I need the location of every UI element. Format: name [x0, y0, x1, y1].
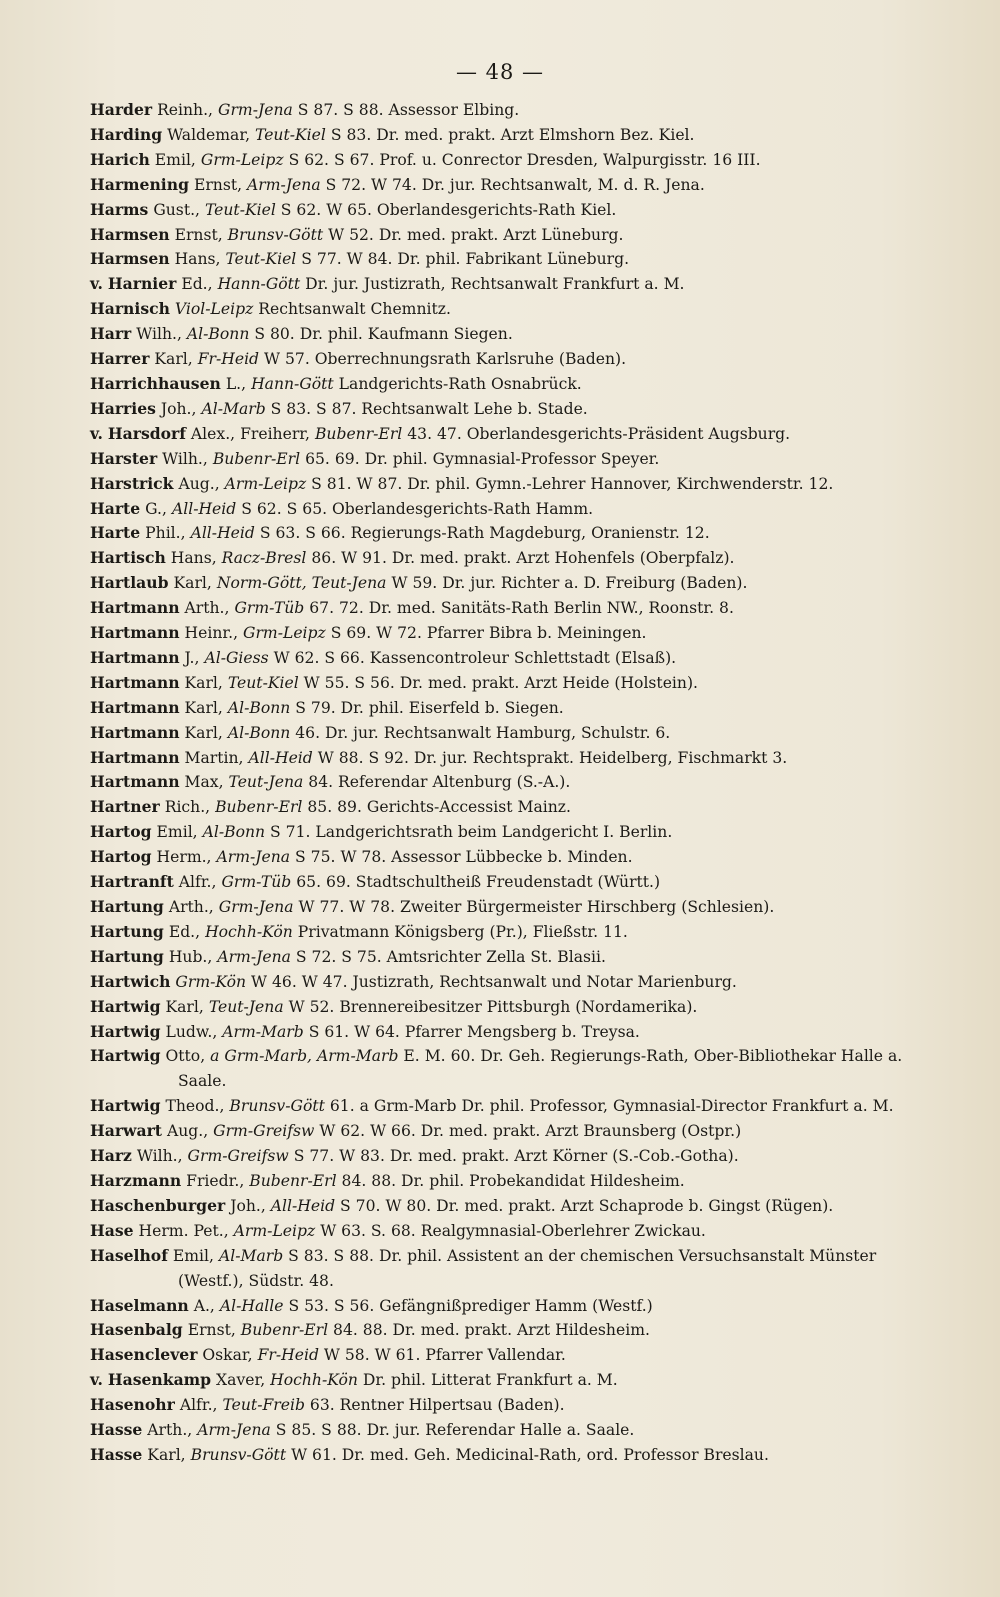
entry-given-name: Arth.,	[168, 898, 214, 916]
entry-surname: Harmsen	[90, 249, 170, 269]
entry-details: 85. 89. Gerichts-Accessist Mainz.	[307, 798, 571, 817]
entry-corps: Al-Bonn	[202, 823, 266, 842]
directory-entry	[90, 1443, 940, 1468]
directory-entry	[90, 521, 940, 546]
entry-given-name: Ed.,	[181, 275, 213, 294]
directory-entry	[90, 770, 940, 795]
entry-corps: Hann-Gött	[251, 374, 334, 393]
entry-surname: Hartlaub	[90, 573, 169, 593]
entry-corps: Brunsv-Gött	[229, 1097, 325, 1116]
entry-corps: All-Heid	[270, 1196, 336, 1215]
entry-details: 63. Rentner Hilpertsau (Baden).	[309, 1396, 565, 1415]
entry-corps: Grm-Jena	[218, 898, 294, 916]
entry-surname: Hasenkamp	[107, 1370, 212, 1390]
entry-corps: Arm-Leipz	[224, 474, 307, 493]
entry-given-name: Aug.,	[166, 1122, 209, 1141]
directory-entry	[90, 1144, 940, 1169]
directory-entry	[90, 223, 940, 248]
directory-entry	[90, 1294, 940, 1319]
entry-given-name: Herm. Pet.,	[138, 1221, 229, 1240]
entry-details: E. M. 60. Dr. Geh. Regierungs-Rath, Ober-Bibliothekar Halle a. Saale.	[178, 1047, 903, 1091]
entry-details: S 85. S 88. Dr. jur. Referendar Halle a. Saale.	[275, 1421, 635, 1440]
directory-entry	[90, 1094, 940, 1119]
entry-prefix: v.	[90, 274, 103, 294]
directory-entry	[90, 347, 940, 372]
entry-details: S 69. W 72. Pfarrer Bibra b. Meiningen.	[330, 624, 647, 643]
entry-corps: Racz-Bresl	[221, 549, 307, 568]
entry-surname: Harte	[90, 498, 141, 518]
entry-details: S 83. Dr. med. prakt. Arzt Elmshorn Bez. Kiel.	[330, 125, 695, 144]
entry-given-name: Alfr.,	[179, 1396, 218, 1415]
entry-corps: Bubenr-Erl	[240, 1321, 329, 1340]
entry-surname: Harnisch	[90, 299, 170, 319]
entry-details: 67. 72. Dr. med. Sanitäts-Rath Berlin NW., Roonstr. 8.	[309, 599, 734, 618]
directory-entry	[90, 696, 940, 721]
entry-given-name: Emil,	[172, 1246, 214, 1265]
entry-corps: Teut-Kiel	[204, 200, 276, 219]
entry-details: 84. 88. Dr. phil. Probekandidat Hildesheim.	[341, 1171, 685, 1190]
entry-details: W 58. W 61. Pfarrer Vallendar.	[323, 1346, 566, 1365]
entry-surname: Hartmann	[90, 747, 180, 767]
entry-surname: Harr	[90, 324, 132, 344]
entry-given-name: Xaver,	[216, 1371, 266, 1390]
directory-entry	[90, 970, 940, 995]
entry-given-name: Karl,	[165, 997, 204, 1016]
entry-details: W 62. S 66. Kassencontroleur Schlettstadt (Elsaß).	[273, 648, 677, 667]
page-number: — 48 —	[455, 60, 545, 84]
entry-corps: Grm-Tüb	[234, 599, 305, 618]
entry-given-name: Ernst,	[193, 175, 243, 194]
entry-surname: Hartmann	[90, 772, 180, 792]
entry-given-name: Ludw.,	[165, 1022, 218, 1041]
entry-corps: a Grm-Marb, Arm-Marb	[210, 1047, 399, 1066]
entry-given-name: Herm.,	[156, 848, 212, 867]
entry-given-name: Martin,	[184, 748, 244, 767]
entry-surname: Hartmann	[90, 722, 180, 742]
entry-surname: Harstrick	[90, 473, 174, 493]
entry-surname: Hartwig	[90, 1021, 161, 1041]
entry-details: S 87. S 88. Assessor Elbing.	[297, 101, 520, 119]
entry-surname: Hartwig	[90, 996, 161, 1016]
entry-details: W 88. S 92. Dr. jur. Rechtsprakt. Heidelberg, Fischmarkt 3.	[317, 748, 788, 767]
entry-corps: Fr-Heid	[257, 1346, 319, 1365]
entry-given-name: Alfr.,	[178, 873, 217, 892]
entry-details: W 57. Oberrechnungsrath Karlsruhe (Baden).	[264, 350, 627, 369]
entry-details: 84. 88. Dr. med. prakt. Arzt Hildesheim.	[333, 1321, 650, 1340]
entry-corps: Viol-Leipz	[174, 300, 254, 319]
directory-entry	[90, 422, 940, 447]
entry-details: S 72. S 75. Amtsrichter Zella St. Blasii.	[295, 947, 606, 966]
entry-corps: Teut-Kiel	[255, 125, 326, 144]
entry-corps: Arm-Jena	[197, 1421, 271, 1440]
entry-details: S 62. W 65. Oberlandesgerichts-Rath Kiel.	[280, 200, 617, 219]
entry-details: 65. 69. Dr. phil. Gymnasial-Professor Speyer.	[305, 449, 660, 468]
entry-surname: Harrer	[90, 349, 150, 369]
entry-details: Dr. phil. Litterat Frankfurt a. M.	[362, 1371, 618, 1390]
directory-entry	[90, 895, 940, 920]
entry-corps: Teut-Kiel	[225, 250, 297, 269]
entry-details: S 72. W 74. Dr. jur. Rechtsanwalt, M. d. R. Jena.	[325, 175, 705, 194]
entry-given-name: Joh.,	[230, 1196, 266, 1215]
entry-surname: Hartung	[90, 921, 164, 941]
entry-surname: Hartung	[90, 946, 164, 966]
entry-details: Landgerichts-Rath Osnabrück.	[338, 374, 582, 393]
entry-given-name: Hans,	[174, 250, 221, 269]
entry-details: 65. 69. Stadtschultheiß Freudenstadt (Württ.)	[296, 873, 661, 892]
entry-details: S 80. Dr. phil. Kaufmann Siegen.	[254, 325, 513, 344]
entry-corps: All-Heid	[171, 499, 237, 518]
entry-surname: Hasse	[90, 1420, 143, 1440]
entry-given-name: Max,	[184, 773, 224, 792]
directory-entry	[90, 1169, 940, 1194]
entry-details: Privatmann Königsberg (Pr.), Fließstr. 11.	[297, 922, 628, 941]
entry-given-name: Wilh.,	[136, 1147, 183, 1166]
entry-prefix: v.	[90, 1370, 103, 1390]
entry-corps: Bubenr-Erl	[249, 1171, 337, 1190]
entry-given-name: Heinr.,	[184, 624, 239, 643]
entry-corps: Teut-Kiel	[227, 673, 299, 692]
entry-corps: Bubenr-Erl	[215, 798, 303, 817]
entry-details: 46. Dr. jur. Rechtsanwalt Hamburg, Schulstr. 6.	[295, 723, 671, 742]
entry-details: Rechtsanwalt Chemnitz.	[258, 300, 451, 319]
entry-given-name: Friedr.,	[186, 1171, 245, 1190]
entry-surname: Harsdorf	[107, 423, 186, 443]
entry-corps: Grm-Leipz	[200, 150, 284, 169]
directory-entry	[90, 870, 940, 895]
entry-given-name: Waldemar,	[167, 125, 251, 144]
entry-details: 84. Referendar Altenburg (S.-A.).	[308, 773, 571, 792]
entry-given-name: Arth.,	[147, 1421, 193, 1440]
entry-surname: Hartwig	[90, 1046, 161, 1066]
entry-corps: Grm-Greifsw	[187, 1147, 289, 1166]
entry-surname: Hartmann	[90, 697, 180, 717]
entry-corps: Teut-Jena	[208, 997, 284, 1016]
entry-given-name: Phil.,	[145, 524, 186, 543]
entry-given-name: L.,	[225, 374, 247, 393]
entry-surname: Hartwig	[90, 1096, 161, 1116]
entry-surname: Haschenburger	[90, 1195, 226, 1215]
entry-given-name: Rich.,	[164, 798, 211, 817]
entry-surname: Harz	[90, 1146, 132, 1166]
entry-corps: Grm-Tüb	[221, 873, 292, 892]
entry-surname: Hartisch	[90, 548, 166, 568]
entry-given-name: Wilh.,	[136, 325, 182, 344]
entry-corps: Arm-Leipz	[233, 1221, 316, 1240]
directory-entry	[90, 546, 940, 571]
entry-corps: Al-Bonn	[227, 723, 291, 742]
entry-surname: Harmening	[90, 174, 189, 194]
entry-corps: Fr-Heid	[197, 350, 260, 369]
entry-list	[90, 98, 940, 1468]
entry-details: S 83. S 87. Rechtsanwalt Lehe b. Stade.	[270, 399, 588, 418]
entry-given-name: Karl,	[184, 698, 223, 717]
entry-corps: Arm-Jena	[247, 175, 321, 194]
directory-entry	[90, 671, 940, 696]
entry-surname: Harwart	[90, 1121, 162, 1141]
entry-details: W 46. W 47. Justizrath, Rechtsanwalt und Notar Marienburg.	[251, 972, 737, 991]
entry-given-name: Theod.,	[165, 1097, 225, 1116]
directory-entry	[90, 795, 940, 820]
entry-given-name: Karl,	[173, 574, 212, 593]
directory-entry	[90, 98, 940, 123]
entry-surname: Harzmann	[90, 1170, 182, 1190]
entry-surname: Harding	[90, 124, 163, 144]
directory-entry	[90, 123, 940, 148]
directory-entry	[90, 1219, 940, 1244]
directory-entry	[90, 472, 940, 497]
entry-corps: Al-Bonn	[227, 698, 291, 717]
entry-details: W 63. S. 68. Realgymnasial-Oberlehrer Zwickau.	[320, 1221, 706, 1240]
directory-entry	[90, 397, 940, 422]
entry-details: W 77. W 78. Zweiter Bürgermeister Hirschberg (Schlesien).	[298, 898, 775, 916]
entry-surname: Hase	[90, 1220, 134, 1240]
directory-entry	[90, 447, 940, 472]
directory-entry	[90, 1020, 940, 1045]
entry-given-name: G.,	[145, 499, 167, 518]
entry-corps: Arm-Marb	[222, 1022, 304, 1041]
entry-corps: Arm-Jena	[217, 947, 291, 966]
entry-surname: Harrichhausen	[90, 373, 221, 393]
entry-details: S 62. S 67. Prof. u. Conrector Dresden, Walpurgisstr. 16 III.	[288, 150, 761, 169]
directory-entry	[90, 721, 940, 746]
entry-corps: Grm-Kön	[175, 972, 247, 991]
entry-given-name: Joh.,	[160, 399, 197, 418]
entry-details: W 62. W 66. Dr. med. prakt. Arzt Braunsberg (Ostpr.)	[319, 1122, 742, 1141]
entry-given-name: Arth.,	[184, 599, 230, 618]
entry-corps: Al-Giess	[204, 648, 269, 667]
directory-entry	[90, 596, 940, 621]
entry-surname: Hartung	[90, 897, 164, 916]
directory-entry	[90, 1418, 940, 1443]
entry-details: S 77. W 83. Dr. med. prakt. Arzt Körner (S.-Cob.-Gotha).	[293, 1147, 739, 1166]
entry-given-name: Alex., Freiherr,	[190, 424, 310, 443]
directory-entry	[90, 571, 940, 596]
entry-corps: Bubenr-Erl	[212, 449, 301, 468]
entry-details: W 59. Dr. jur. Richter a. D. Freiburg (Baden).	[391, 574, 748, 593]
entry-surname: Hartog	[90, 822, 152, 842]
entry-surname: Hartmann	[90, 623, 180, 643]
directory-entry	[90, 148, 940, 173]
entry-corps: Arm-Jena	[216, 848, 291, 867]
entry-surname: Hasenbalg	[90, 1320, 183, 1340]
entry-given-name: A.,	[193, 1296, 215, 1315]
entry-details: S 63. S 66. Regierungs-Rath Magdeburg, Oranienstr. 12.	[259, 524, 710, 543]
entry-given-name: Karl,	[184, 673, 223, 692]
entry-surname: Hartmann	[90, 647, 180, 667]
entry-corps: All-Heid	[190, 524, 255, 543]
entry-details: 43. 47. Oberlandesgerichts-Präsident Augsburg.	[407, 424, 791, 443]
directory-entry	[90, 920, 940, 945]
directory-entry	[90, 322, 940, 347]
entry-given-name: Hans,	[170, 549, 217, 568]
directory-entry	[90, 1194, 940, 1219]
entry-given-name: Ernst,	[187, 1321, 236, 1340]
directory-entry	[90, 247, 940, 272]
entry-surname: Hartog	[90, 847, 152, 867]
entry-corps: Brunsv-Gött	[190, 1445, 287, 1464]
directory-entry	[90, 1318, 940, 1343]
directory-entry	[90, 1393, 940, 1418]
directory-entry	[90, 497, 940, 522]
entry-surname: Hasenclever	[90, 1345, 198, 1365]
entry-corps: Norm-Gött, Teut-Jena	[216, 574, 387, 593]
entry-corps: Bubenr-Erl	[314, 424, 403, 443]
directory-entry	[90, 1244, 940, 1294]
entry-given-name: Hub.,	[168, 947, 213, 966]
entry-given-name: Wilh.,	[162, 449, 208, 468]
directory-entry	[90, 272, 940, 297]
entry-corps: Grm-Leipz	[243, 624, 326, 643]
entry-corps: All-Heid	[248, 748, 313, 767]
directory-entry	[90, 746, 940, 771]
directory-entry	[90, 1368, 940, 1393]
directory-entry	[90, 845, 940, 870]
entry-given-name: Ed.,	[168, 922, 201, 941]
entry-corps: Al-Bonn	[186, 325, 250, 344]
entry-surname: Hartner	[90, 797, 160, 817]
directory-entry	[90, 1119, 940, 1144]
entry-corps: Teut-Freib	[222, 1396, 305, 1415]
entry-surname: Harries	[90, 398, 156, 418]
entry-details: W 52. Dr. med. prakt. Arzt Lüneburg.	[328, 225, 624, 244]
entry-given-name: Karl,	[147, 1445, 186, 1464]
entry-surname: Hartwich	[90, 971, 171, 991]
entry-corps: Al-Marb	[201, 399, 266, 418]
directory-entry	[90, 1044, 940, 1094]
entry-corps: Al-Marb	[218, 1246, 284, 1265]
entry-corps: Hochh-Kön	[205, 922, 293, 941]
entry-surname: Hartmann	[90, 598, 180, 618]
entry-corps: Grm-Jena	[218, 101, 293, 119]
directory-entry	[90, 297, 940, 322]
directory-entry	[90, 1343, 940, 1368]
entry-given-name: Aug.,	[178, 474, 220, 493]
entry-details: S 81. W 87. Dr. phil. Gymn.-Lehrer Hannover, Kirchwenderstr. 12.	[311, 474, 834, 493]
entry-corps: Hann-Gött	[217, 275, 301, 294]
entry-given-name: J.,	[184, 648, 200, 667]
entry-surname: Harder	[90, 100, 153, 119]
entry-surname: Harmsen	[90, 224, 170, 244]
directory-entry	[90, 621, 940, 646]
entry-surname: Hasse	[90, 1444, 143, 1464]
entry-details: W 52. Brennereibesitzer Pittsburgh (Nordamerika).	[288, 997, 698, 1016]
directory-entry	[90, 646, 940, 671]
entry-given-name: Karl,	[184, 723, 223, 742]
entry-surname: Hartranft	[90, 872, 174, 892]
entry-details: S 75. W 78. Assessor Lübbecke b. Minden.	[295, 848, 633, 867]
entry-details: S 83. S 88. Dr. phil. Assistent an der chemischen Versuchsanstalt Münster (Westf.), Südstr. 48.	[178, 1246, 877, 1290]
entry-prefix: v.	[90, 423, 103, 443]
entry-given-name: Oskar,	[202, 1346, 253, 1365]
entry-details: S 71. Landgerichtsrath beim Landgericht I. Berlin.	[270, 823, 673, 842]
entry-surname: Harich	[90, 149, 150, 169]
entry-corps: Teut-Jena	[228, 773, 304, 792]
entry-corps: Brunsv-Gött	[227, 225, 324, 244]
directory-entry	[90, 945, 940, 970]
entry-corps: Grm-Greifsw	[213, 1122, 315, 1141]
entry-details: 61. a Grm-Marb Dr. phil. Professor, Gymnasial-Director Frankfurt a. M.	[329, 1097, 894, 1116]
entry-given-name: Emil,	[156, 823, 198, 842]
entry-given-name: Reinh.,	[157, 101, 214, 119]
entry-details: S 62. S 65. Oberlandesgerichts-Rath Hamm.	[241, 499, 594, 518]
entry-given-name: Ernst,	[174, 225, 223, 244]
entry-details: S 53. S 56. Gefängnißprediger Hamm (Westf.)	[288, 1296, 653, 1315]
entry-surname: Hartmann	[90, 672, 180, 692]
entry-given-name: Gust.,	[153, 200, 200, 219]
entry-details: W 61. Dr. med. Geh. Medicinal-Rath, ord. Professor Breslau.	[291, 1445, 769, 1464]
entry-details: S 61. W 64. Pfarrer Mengsberg b. Treysa.	[308, 1022, 640, 1041]
entry-details: 86. W 91. Dr. med. prakt. Arzt Hohenfels (Oberpfalz).	[311, 549, 735, 568]
entry-surname: Harms	[90, 199, 149, 219]
entry-surname: Harster	[90, 448, 158, 468]
entry-details: Dr. jur. Justizrath, Rechtsanwalt Frankfurt a. M.	[305, 275, 685, 294]
entry-given-name: Otto,	[165, 1047, 206, 1066]
entry-corps: Al-Halle	[219, 1296, 284, 1315]
entry-surname: Harnier	[107, 274, 177, 294]
directory-entry	[90, 995, 940, 1020]
entry-surname: Haselmann	[90, 1295, 189, 1315]
entry-details: S 70. W 80. Dr. med. prakt. Arzt Schaprode b. Gingst (Rügen).	[340, 1196, 834, 1215]
entry-surname: Haselhof	[90, 1245, 168, 1265]
entry-corps: Hochh-Kön	[270, 1371, 358, 1390]
entry-details: S 77. W 84. Dr. phil. Fabrikant Lüneburg.	[301, 250, 630, 269]
entry-given-name: Emil,	[154, 150, 196, 169]
directory-entry	[90, 372, 940, 397]
directory-entry	[90, 820, 940, 845]
directory-entry	[90, 173, 940, 198]
entry-details: S 79. Dr. phil. Eiserfeld b. Siegen.	[295, 698, 564, 717]
directory-entry	[90, 198, 940, 223]
entry-surname: Hasenohr	[90, 1395, 175, 1415]
entry-given-name: Karl,	[154, 350, 193, 369]
entry-surname: Harte	[90, 523, 141, 543]
entry-details: W 55. S 56. Dr. med. prakt. Arzt Heide (Holstein).	[303, 673, 698, 692]
